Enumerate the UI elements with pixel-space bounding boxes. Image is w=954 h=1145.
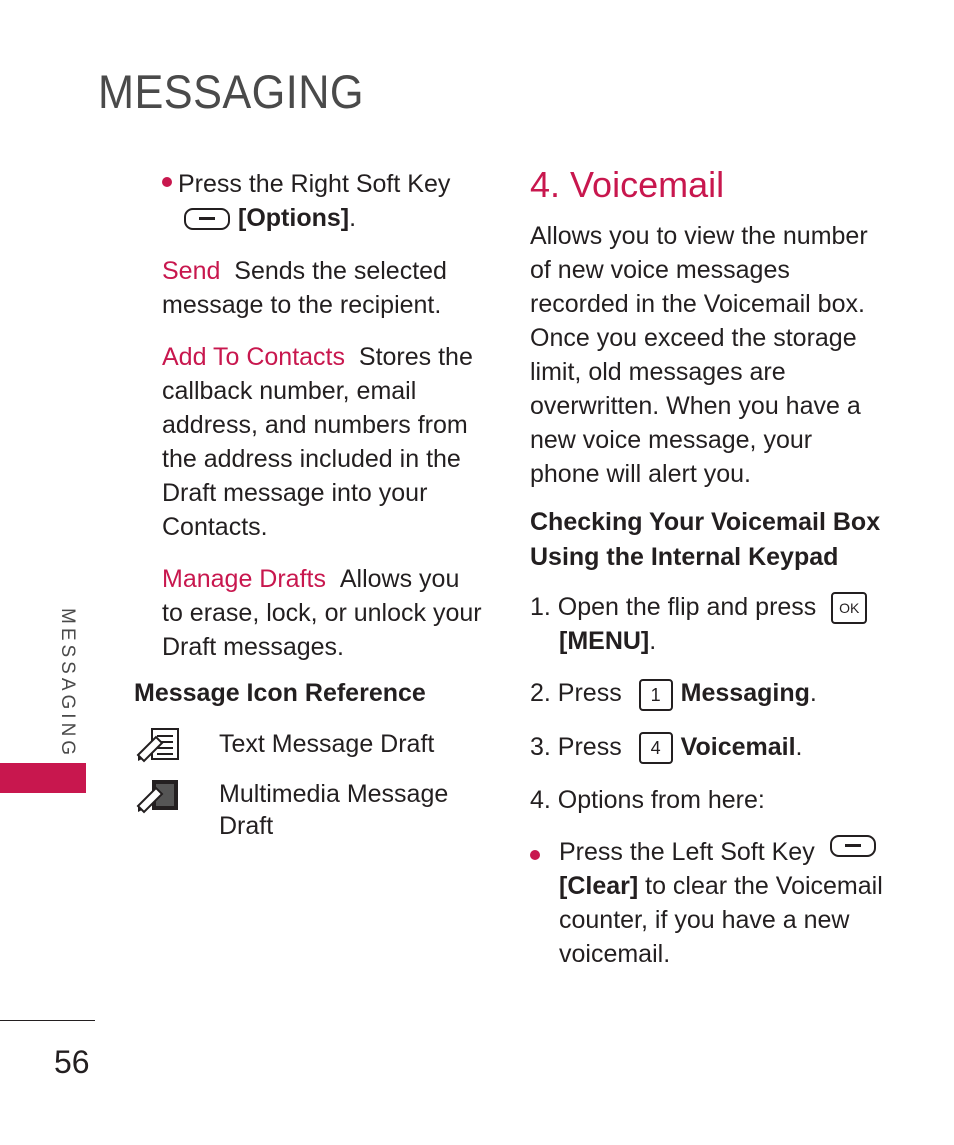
voicemail-key-label: Voicemail [680, 732, 796, 761]
step-2-text: 2. Press [530, 679, 622, 708]
send-term: Send [162, 257, 221, 285]
page-title: MESSAGING [98, 65, 365, 118]
icon-reference-heading: Message Icon Reference [134, 679, 426, 707]
options-bullet [162, 167, 482, 201]
step-1 [530, 590, 886, 624]
options-key-line: [Options]. [162, 201, 482, 235]
voicemail-heading: 4. Voicemail [530, 164, 725, 205]
clear-description: to clear the Voicemail counter, if you have a new voicemail. [559, 872, 883, 969]
side-tab-marker [0, 763, 86, 793]
subheading-line1: Checking Your Voicemail Box [530, 508, 881, 536]
clear-bullet-text: Press the Left Soft Key [559, 838, 815, 867]
bullet-icon [530, 850, 540, 860]
bullet-icon [162, 177, 172, 187]
text-message-draft-icon [136, 727, 182, 763]
add-to-contacts-term: Add To Contacts [162, 343, 345, 371]
right-soft-key-icon [184, 208, 230, 230]
send-description: Sends the selected message to the recipient. [162, 257, 447, 319]
text-message-draft-label: Text Message Draft [219, 730, 435, 758]
add-to-contacts-entry [162, 340, 482, 544]
step-4: 4. Options from here: [530, 786, 765, 815]
step-1-text: 1. Open the flip and press [530, 593, 817, 621]
ok-key-icon: OK [831, 592, 867, 624]
key-4-icon: 4 [639, 732, 673, 764]
step-3: 3. Press 4 Voicemail. [530, 730, 886, 764]
menu-key-label: [MENU] [559, 627, 650, 656]
voicemail-subheading [530, 505, 886, 575]
multimedia-message-draft-icon [136, 778, 182, 814]
add-to-contacts-description: Stores the callback number, email address, and numbers from the address included in the Draft message into your Contacts. [162, 343, 473, 541]
clear-bullet [530, 835, 886, 971]
step-1-key: [MENU]. [559, 627, 657, 656]
left-column [162, 167, 482, 664]
options-key-label: [Options] [238, 204, 350, 232]
messaging-key-label: Messaging [680, 679, 810, 708]
page-number: 56 [54, 1044, 90, 1080]
bullet-text: Press the Right Soft Key [178, 170, 451, 198]
key-1-icon: 1 [639, 679, 673, 711]
clear-key-label: [Clear] [559, 872, 639, 901]
multimedia-message-draft-label [219, 778, 448, 842]
manage-drafts-term: Manage Drafts [162, 565, 326, 593]
step-3-text: 3. Press [530, 732, 622, 761]
right-column [530, 219, 886, 971]
side-section-label: MESSAGING [57, 608, 78, 760]
subheading-line2: Using the Internal Keypad [530, 543, 839, 571]
voicemail-intro: Allows you to view the number of new voice messages recorded in the Voicemail box. Once you exceed the storage limit, old messages are overwritten. When you have a new voice message, your phone will alert you. [530, 222, 868, 488]
multimedia-label-line2: Draft [219, 812, 274, 840]
multimedia-label-line1: Multimedia Message [219, 780, 449, 808]
manage-drafts-entry [162, 562, 482, 664]
send-entry [162, 254, 482, 322]
left-soft-key-icon [830, 835, 876, 857]
footer-rule [0, 1020, 95, 1021]
step-2: 2. Press 1 Messaging. [530, 676, 886, 710]
manage-drafts-description: Allows you to erase, lock, or unlock your Draft messages. [162, 565, 482, 661]
